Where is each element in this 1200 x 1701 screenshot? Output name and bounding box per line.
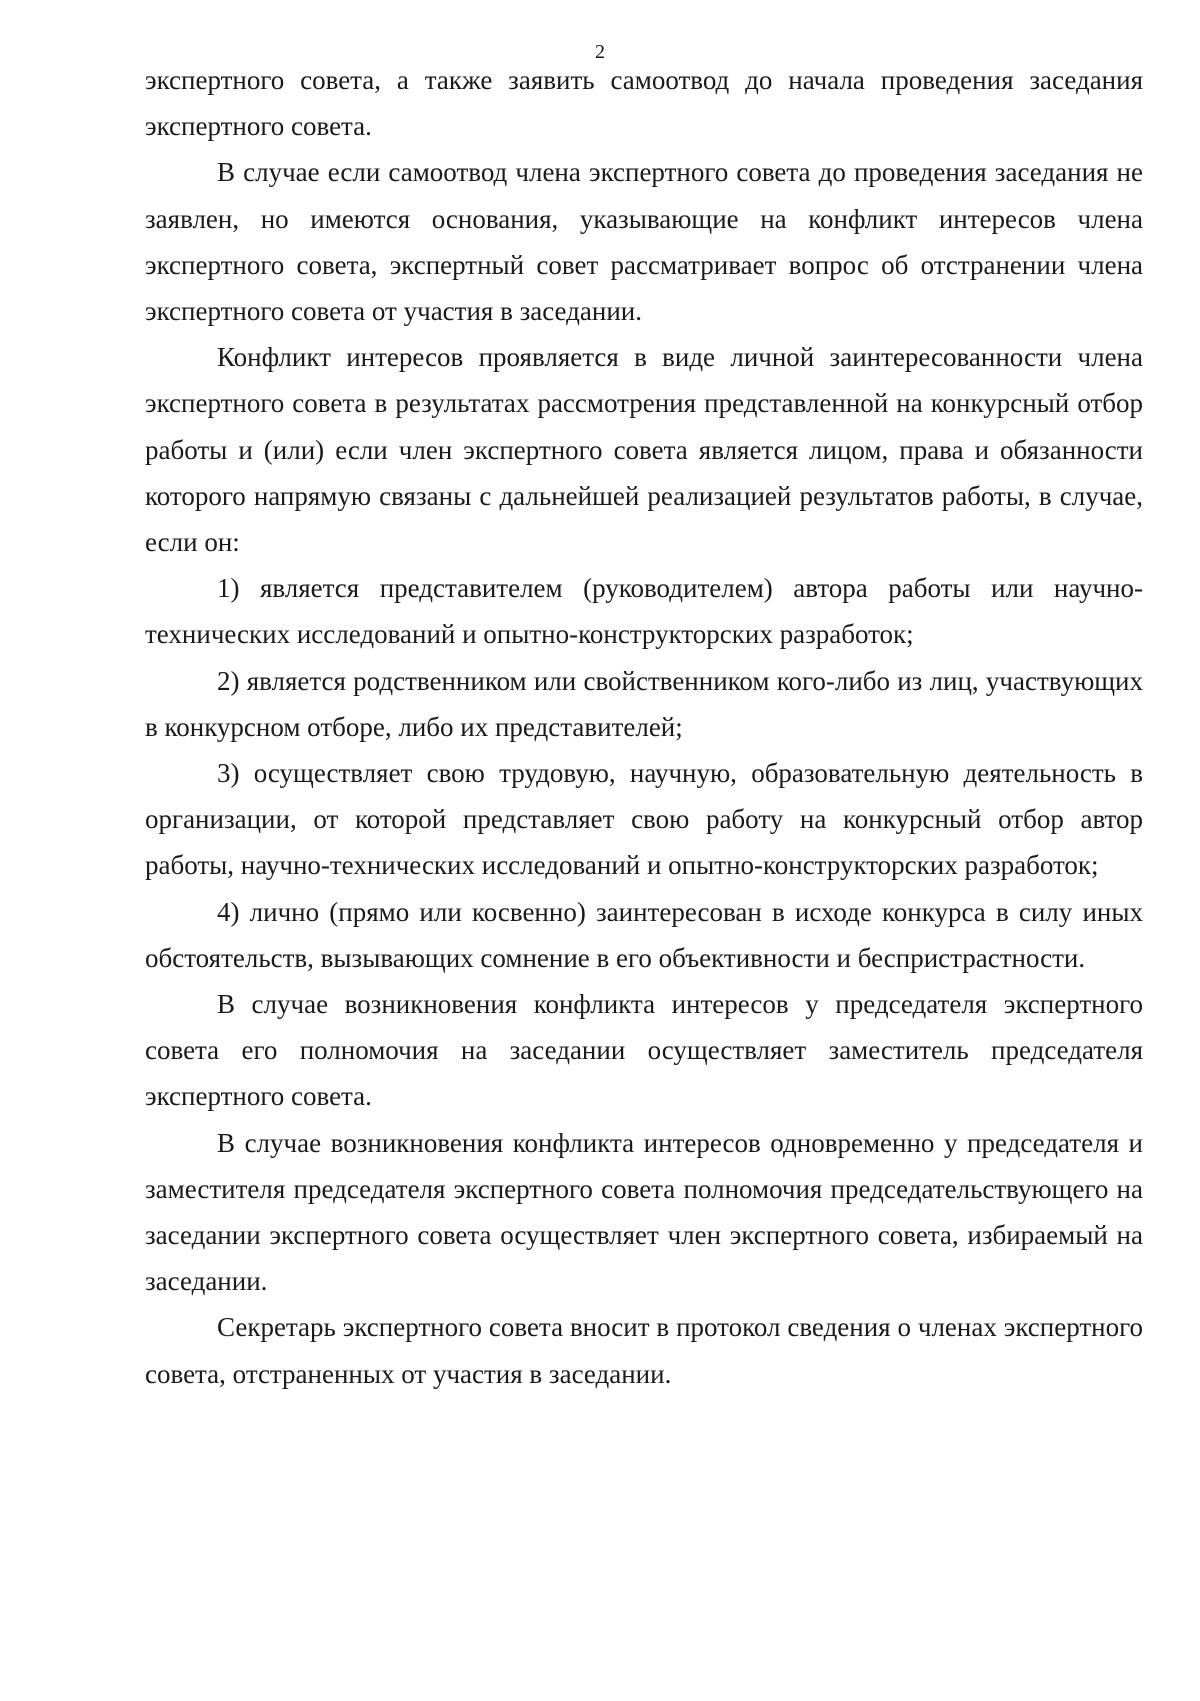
paragraph-continuation: экспертного совета, а также заявить самоотвод до начала проведения заседания экспертного совета. [145, 65, 1143, 142]
list-item-2: 2) является родственником или свойственником кого-либо из лиц, участвующих в конкурсном отборе, либо их представителей; [145, 665, 1143, 742]
paragraph-chair-deputy-conflict: В случае возникновения конфликта интересов одновременно у председателя и заместителя председателя экспертного совета полномочия председательствующего на заседании экспертного совета осуществляет член экспертного совета, избираемый на заседании. [145, 1127, 1143, 1297]
paragraph-chair-conflict: В случае возникновения конфликта интересов у председателя экспертного совета его полномочия на заседании осуществляет заместитель председателя экспертного совета. [145, 989, 1143, 1112]
page-number: 2 [595, 41, 605, 63]
list-item-1: 1) является представителем (руководителем) автора работы или научно-технических исследований и опытно-конструкторских разработок; [145, 573, 1143, 650]
document-body [145, 57, 1143, 1397]
paragraph-secretary: Секретарь экспертного совета вносит в протокол сведения о членах экспертного совета, отстраненных от участия в заседании. [145, 1312, 1143, 1389]
list-item-3: 3) осуществляет свою трудовую, научную, образовательную деятельность в организации, от которой представляет свою работу на конкурсный отбор автор работы, научно-технических исследований и опытно-конструкторских разработок; [145, 758, 1143, 881]
paragraph-self-recusal: В случае если самоотвод члена экспертного совета до проведения заседания не заявлен, но имеются основания, указывающие на конфликт интересов члена экспертного совета, экспертный совет рассматривает вопрос об отстранении члена экспертного совета от участия в заседании. [145, 157, 1143, 327]
paragraph-conflict-definition: Конфликт интересов проявляется в виде личной заинтересованности члена экспертного совета в результатах рассмотрения представленной на конкурсный отбор работы и (или) если член экспертного совета является лицом, права и обязанности которого напрямую связаны с дальнейшей реализацией результатов работы, в случае, если он: [145, 342, 1143, 558]
list-item-4: 4) лично (прямо или косвенно) заинтересован в исходе конкурса в силу иных обстоятельств, вызывающих сомнение в его объективности и беспристрастности. [145, 896, 1143, 973]
